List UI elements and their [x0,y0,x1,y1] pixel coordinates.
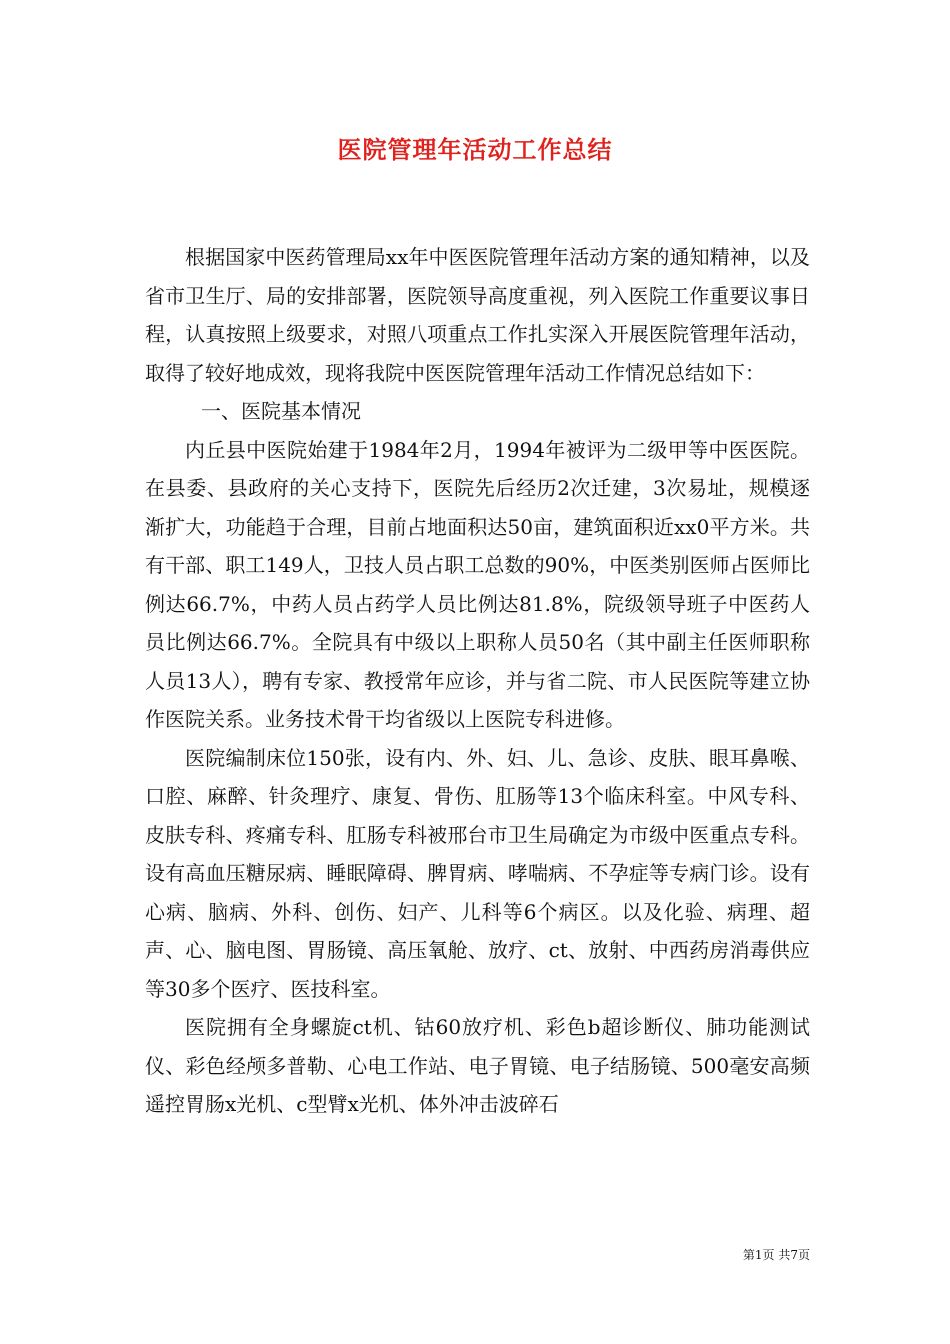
paragraph-hospital-history: 内丘县中医院始建于1984年2月，1994年被评为二级甲等中医医院。在县委、县政府的关心支持下，医院先后经历2次迁建，3次易址，规模逐渐扩大，功能趋于合理，目前占地面积达50亩，建筑面积近xx0平方米。共有干部、职工149人，卫技人员占职工总数的90%，中医类别医师占医师比例达66.7%，中药人员占药学人员比例达81.8%，院级领导班子中医药人员比例达66.7%。全院具有中级以上职称人员50名（其中副主任医师职称人员13人），聘有专家、教授常年应诊，并与省二院、市人民医院等建立协作医院关系。业务技术骨干均省级以上医院专科进修。 [145,437,810,731]
paragraph-departments: 医院编制床位150张，设有内、外、妇、儿、急诊、皮肤、眼耳鼻喉、口腔、麻醉、针灸理疗、康复、骨伤、肛肠等13个临床科室。中风专科、皮肤专科、疼痛专科、肛肠专科被邢台市卫生局确定为市级中医重点专科。设有高血压糖尿病、睡眠障碍、脾胃病、哮喘病、不孕症等专病门诊。设有心病、脑病、外科、创伤、妇产、儿科等6个病区。以及化验、病理、超声、心、脑电图、胃肠镜、高压氧舱、放疗、ct、放射、中西药房消毒供应等30多个医疗、医技科室。 [145,745,810,1001]
section-heading-basic-info: 一、医院基本情况 [201,399,361,423]
paragraph-equipment: 医院拥有全身螺旋ct机、钴60放疗机、彩色b超诊断仪、肺功能测试仪、彩色经颅多普勒、心电工作站、电子胃镜、电子结肠镜、500毫安高频遥控胃肠x光机、c型臂x光机、体外冲击波碎石 [145,1015,810,1116]
document-title: 医院管理年活动工作总结 [337,135,613,164]
paragraph-intro: 根据国家中医药管理局xx年中医医院管理年活动方案的通知精神，以及省市卫生厅、局的安排部署，医院领导高度重视，列入医院工作重要议事日程，认真按照上级要求，对照八项重点工作扎实深入开展医院管理年活动，取得了较好地成效，现将我院中医医院管理年活动工作情况总结如下： [145,245,810,385]
document-body [145,238,810,1124]
page-number-footer: 第1页 共7页 [742,1248,810,1262]
